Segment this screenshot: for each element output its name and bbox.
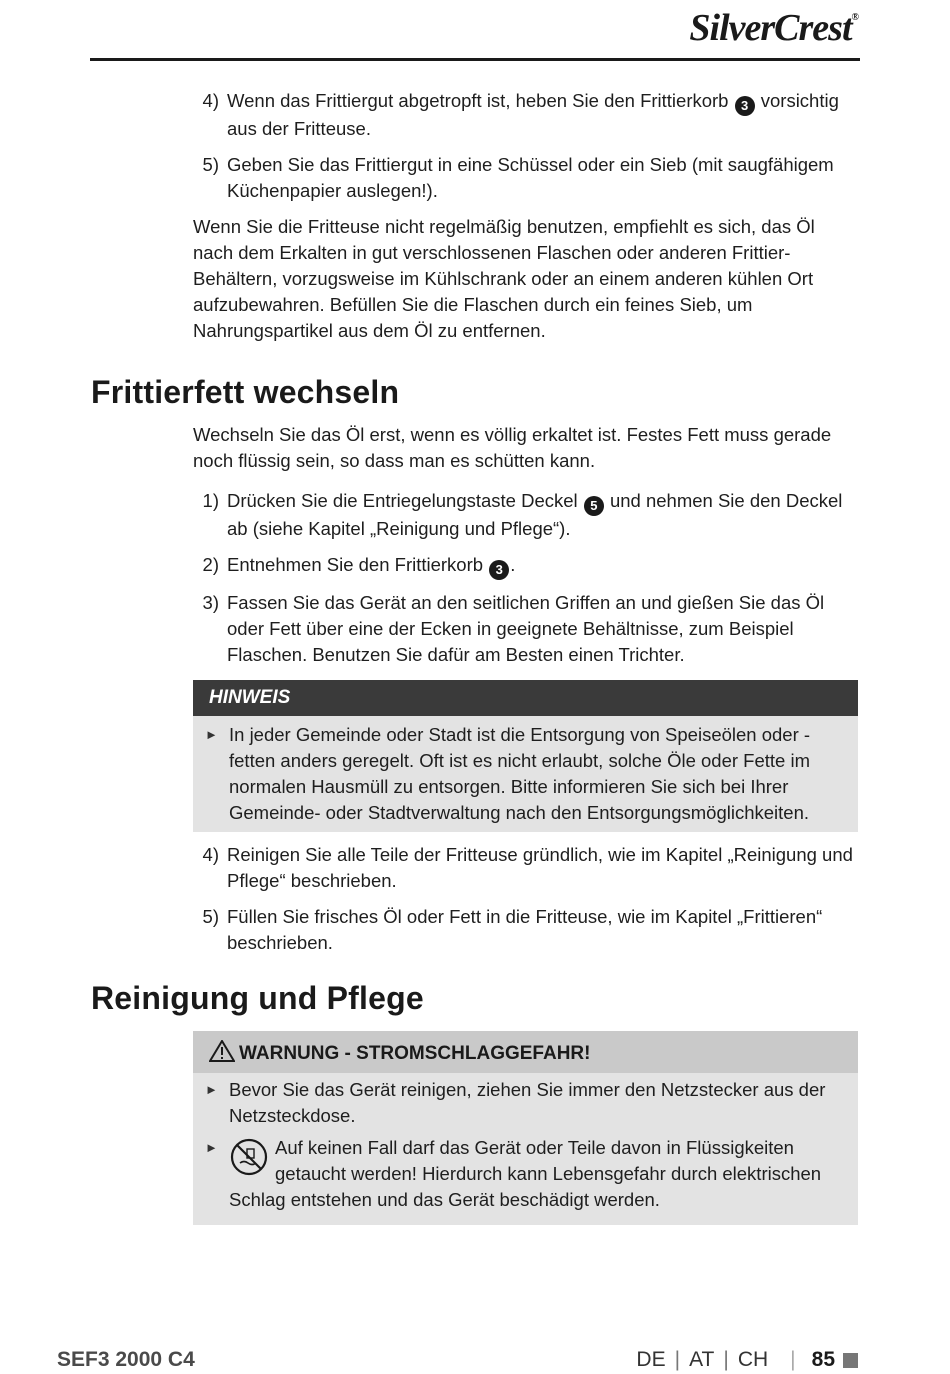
step-4: 4) Reinigen Sie alle Teile der Fritteuse gründlich, wie im Kapitel „Reinigung und Pflege“ beschrieben. [202,844,853,891]
oil-change-intro: Wechseln Sie das Öl erst, wenn es völlig erkaltet ist. Festes Fett muss gerade noch flüssig sein, so dass man es schütten kann. [193,424,832,471]
bullet-arrow-icon: ► [205,727,218,742]
warning-title: WARNUNG - STROMSCHLAGGEFAHR! [193,1031,858,1073]
warning-bullet-1: ► Bevor Sie das Gerät reinigen, ziehen Sie immer den Netzstecker aus der Netzsteckdose. [205,1077,846,1129]
section-cleaning [193,1031,858,1225]
storage-paragraph: Wenn Sie die Fritteuse nicht regelmäßig benutzen, empfiehlt es sich, das Öl nach dem Erkalten in gut verschlossenen Flaschen oder anderen Frittier-Behältern, vorzugsweise im Kühlschrank oder an einem anderen kühlen Ort aufzubewahren. Befüllen Sie die Flaschen durch ein feines Sieb, um Nahrungspartikel aus dem Öl zu entfernen. [193,216,815,341]
warning-triangle-icon [209,1040,235,1062]
no-immersion-icon [229,1137,269,1177]
step-5-intro: 5) Geben Sie das Frittiergut in eine Schüssel oder ein Sieb (mit saugfähigem Küchenpapier auslegen!). [202,154,834,201]
step-5: 5) Füllen Sie frisches Öl oder Fett in die Fritteuse, wie im Kapitel „Frittieren“ beschrieben. [202,906,823,953]
warning-box [193,1031,858,1225]
country-de: DE [636,1348,666,1371]
page-content [193,88,858,354]
step-3: 3) Fassen Sie das Gerät an den seitlichen Griffen an und gießen Sie das Öl oder Fett über eine der Ecken in geeignete Behältnisse, zum Beispiel Flaschen. Benutzen Sie dafür am Besten einen Trichter. [202,592,825,665]
note-box [193,680,858,832]
header-rule [90,58,860,61]
note-bullet: ► In jeder Gemeinde oder Stadt ist die Entsorgung von Speiseölen oder -fetten anders geregelt. Oft ist es nicht erlaubt, solche Öle oder Fette im normalen Hausmüll zu entsorgen. Bitte informieren Sie sich bei Ihrer Gemeinde- oder Stadtverwaltung nach den Entsorgungsmöglichkeiten. [205,722,846,826]
brand-logo: SilverCrest® [689,7,858,49]
step-2: 2) Entnehmen Sie den Frittierkorb 3 . [193,552,858,580]
model-number: SEF3 2000 C4 [57,1348,195,1371]
part-ref-5: 5 [584,496,604,516]
step-4-intro: 4) Wenn das Frittiergut abgetropft ist, heben Sie den Frittierkorb 3 vorsichtig aus der Fritteuse. [202,90,839,139]
part-ref-3: 3 [735,96,755,116]
country-ch: CH [737,1348,769,1371]
country-at: AT [689,1348,715,1371]
bullet-arrow-icon: ► [205,1082,218,1097]
page-number: 85 [811,1348,835,1371]
part-ref-3: 3 [489,560,509,580]
footer-page-info: DE | AT | CH | 85 [636,1348,858,1372]
warning-bullet-2: ► Auf keinen Fall darf das Gerät oder Teile davon in Flüssigkeiten getaucht werden! Hierdurch kann Lebensgefahr durch elektrischen Schlag entstehen und das Gerät beschädigt werden. [205,1135,846,1213]
section-oil-change [193,422,858,966]
section-title-oil-change: Frittierfett wechseln [91,374,400,410]
page-marker-square [843,1353,858,1368]
section-title-cleaning: Reinigung und Pflege [91,980,424,1016]
note-title: HINWEIS [193,680,858,716]
bullet-arrow-icon: ► [205,1140,218,1155]
step-1: 1) Drücken Sie die Entriegelungstaste Deckel 5 und nehmen Sie den Deckel ab (siehe Kapitel „Reinigung und Pflege“). [202,490,843,539]
